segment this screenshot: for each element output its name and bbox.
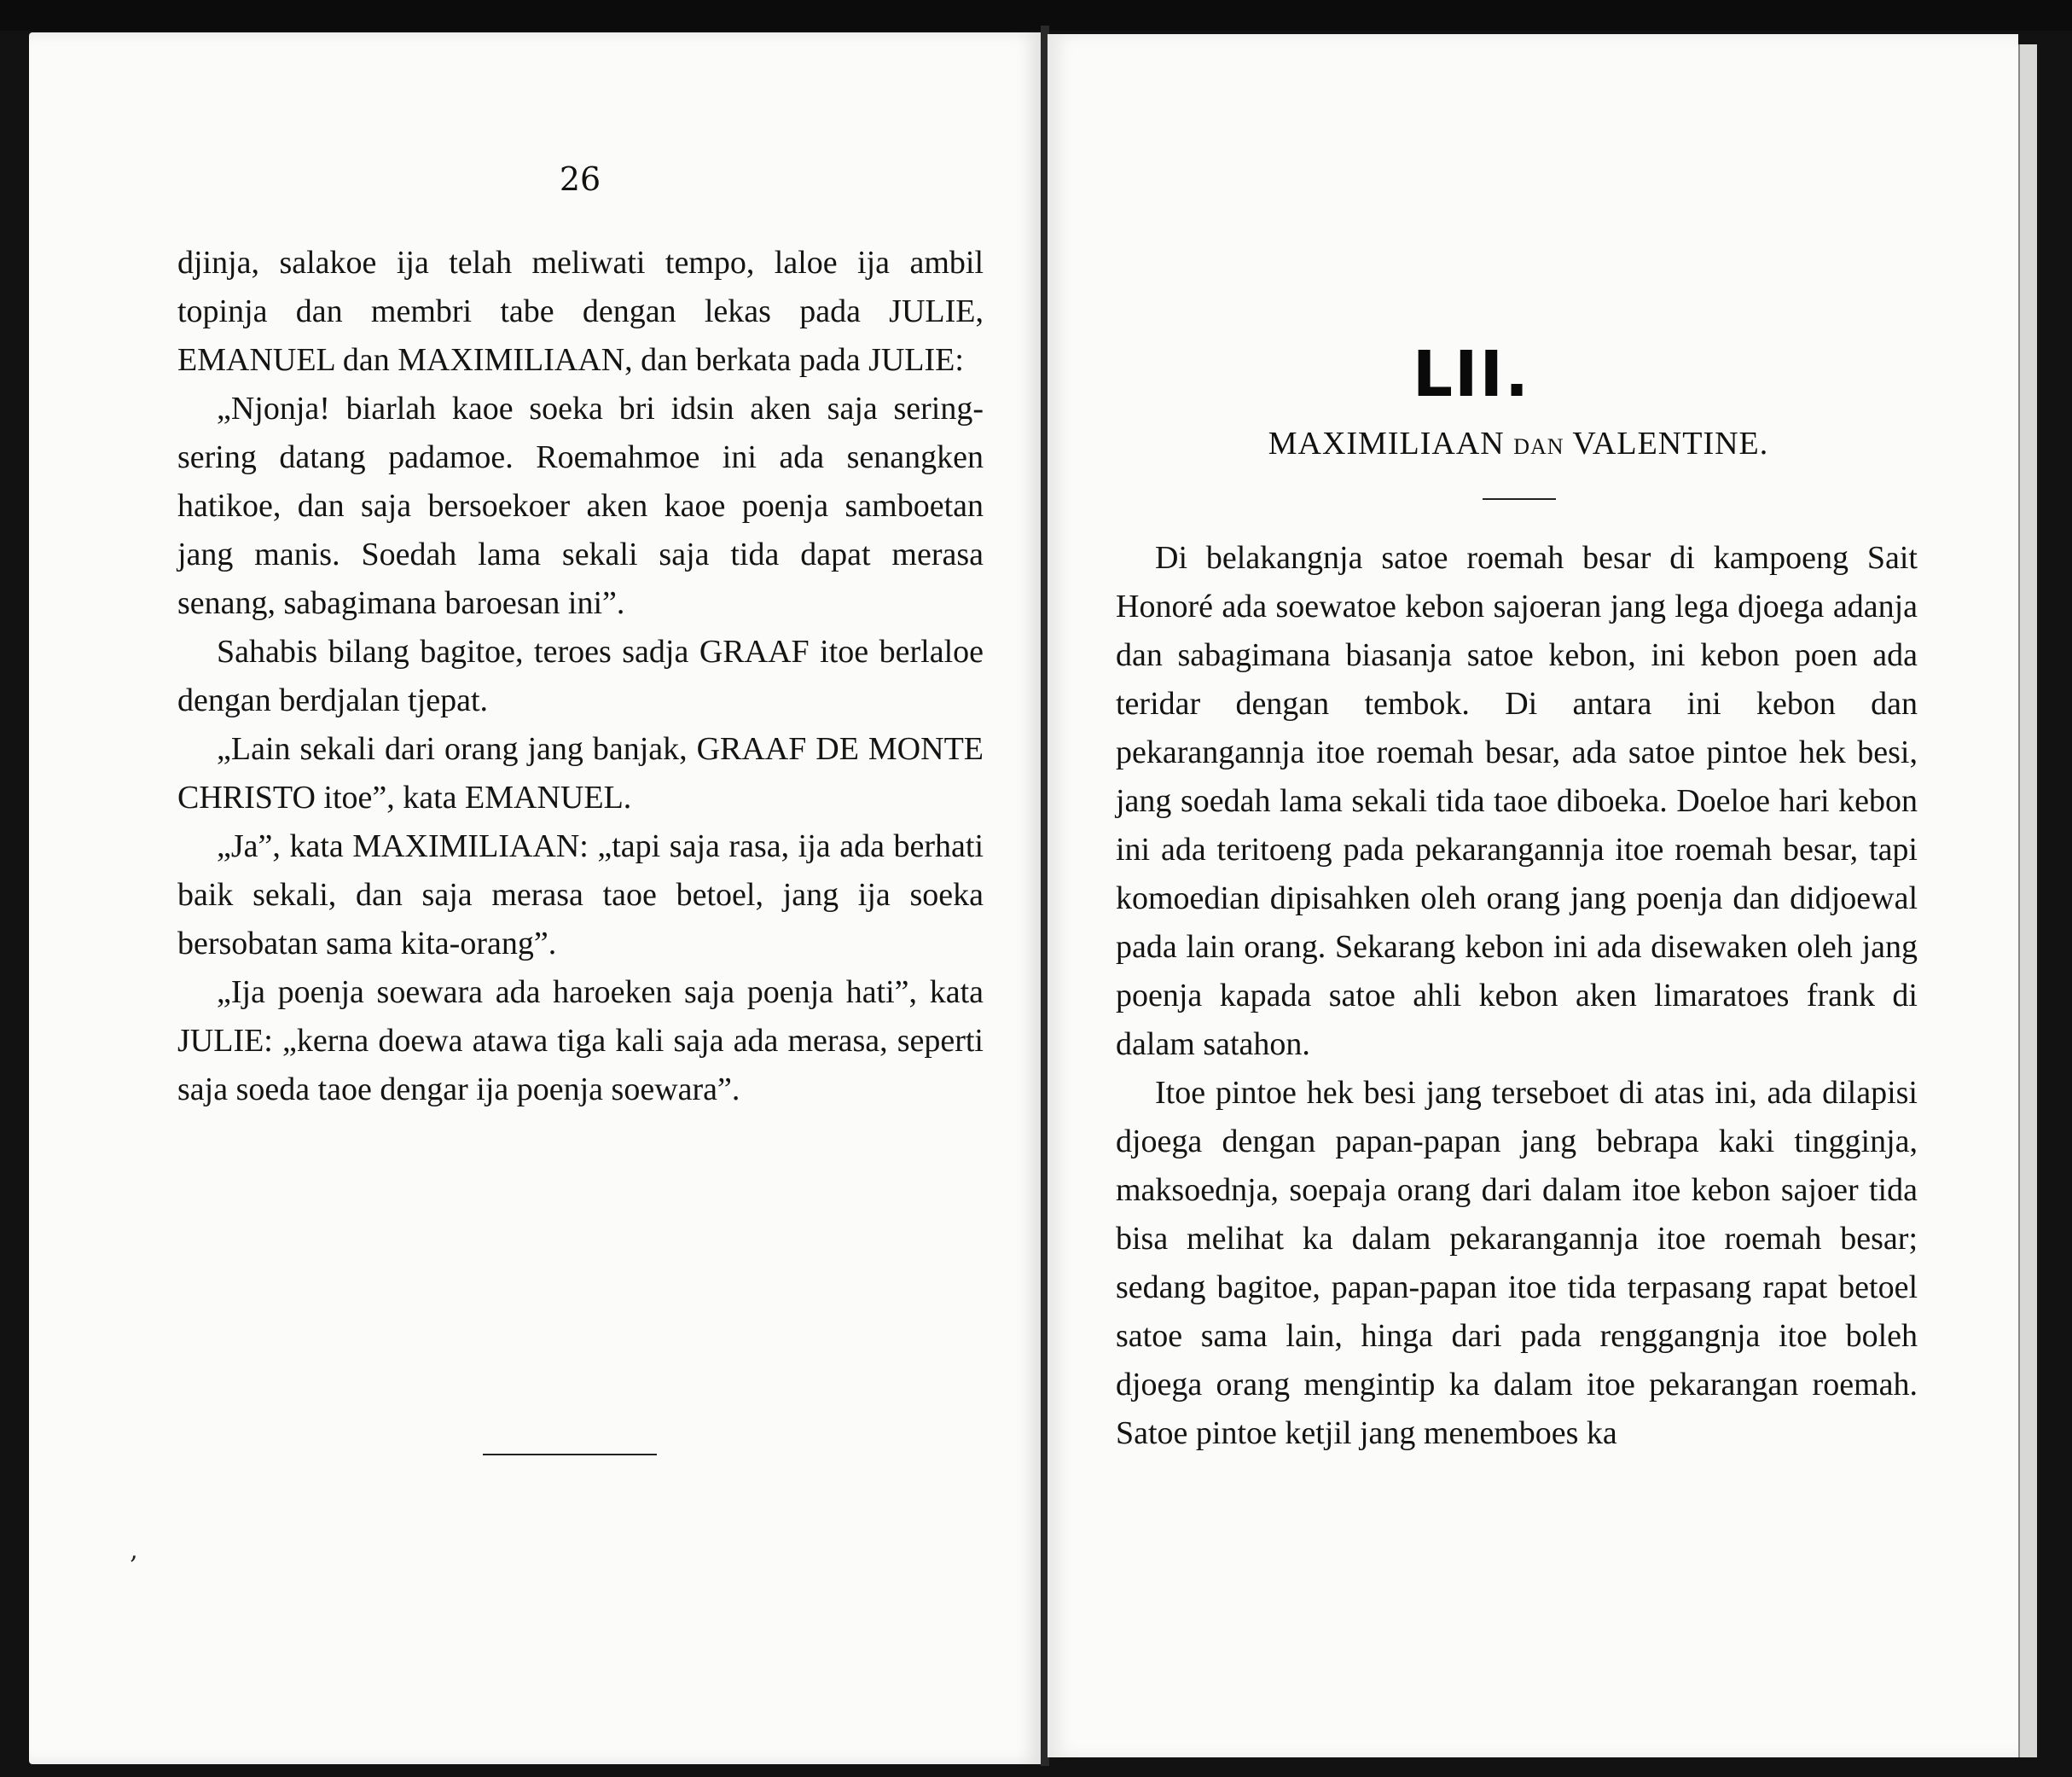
paragraph: „Ija poenja soewara ada haroeken saja poenja hati”, kata JULIE: „kerna doewa atawa tiga kali saja ada merasa, seperti saja soeda taoe dengar ija poenja soewara”. [177, 974, 984, 1107]
chapter-number: LII. [1412, 338, 1531, 411]
paragraph: „Lain sekali dari orang jang banjak, GRAAF DE MONTE CHRISTO itoe”, kata EMANUEL. [177, 731, 984, 816]
chapter-title [1177, 425, 1860, 462]
page-edge [2018, 44, 2037, 1757]
paragraph: Di belakangnja satoe roemah besar di kampoeng Sait Honoré ada soewatoe kebon sajoeran jang lega djoega adanja dan sabagimana biasanja satoe kebon, ini kebon poen ada teridar dengan tembok. Di antara ini kebon dan pekarangannja itoe roemah besar, ada satoe pintoe hek besi, jang soedah lama sekali tida taoe diboeka. Doeloe hari kebon ini ada teritoeng pada pekarangannja itoe roemah besar, tapi komoedian dipisahken oleh orang jang poenja dan didjoewal pada lain orang. Sekarang kebon ini ada disewaken oleh jang poenja kapada satoe ahli kebon aken limaratoes frank di dalam satahon. [1116, 540, 1918, 1062]
top-shadow [0, 0, 2072, 31]
right-page-text [1116, 534, 1918, 1458]
paragraph: „Njonja! biarlah kaoe soeka bri idsin aken saja sering-sering datang padamoe. Roemahmoe ini ada senangken hatikoe, dan saja bersoekoer aken kaoe poenja samboetan jang manis. Soedah lama sekali saja tida dapat merasa senang, sabagimana baroesan ini”. [177, 391, 984, 621]
section-end-rule [483, 1454, 657, 1455]
margin-mark: ‚ [130, 1536, 138, 1565]
paragraph: „Ja”, kata MAXIMILIAAN: „tapi saja rasa, ija ada berhati baik sekali, dan saja merasa taoe betoel, jang ija soeka bersobatan sama kita-orang”. [177, 828, 984, 961]
paragraph: djinja, salakoe ija telah meliwati tempo, laloe ija ambil topinja dan membri tabe dengan lekas pada JULIE, EMANUEL dan MAXIMILIAAN, dan berkata pada JULIE: [177, 245, 984, 378]
paragraph: Sahabis bilang bagitoe, teroes sadja GRAAF itoe berlaloe dengan berdjalan tjepat. [177, 634, 984, 718]
chapter-title-name1: MAXIMILIAAN [1268, 426, 1505, 462]
left-page-text [177, 239, 984, 1114]
chapter-title-conjunction: DAN [1513, 434, 1564, 459]
chapter-title-name2: VALENTINE. [1572, 426, 1769, 462]
page-number: 26 [559, 160, 601, 198]
paragraph: Itoe pintoe hek besi jang terseboet di atas ini, ada dilapisi djoega dengan papan-papan jang bebrapa kaki tingginja, maksoednja, soepaja orang dari dalam itoe kebon sajoer tida bisa melihat ka dalam pekarangannja itoe roemah besar; sedang bagitoe, papan-papan itoe tida terpasang rapat betoel satoe sama lain, hinga dari pada renggangnja itoe boleh djoega orang mengintip ka dalam itoe pekarangan roemah. Satoe pintoe ketjil jang menemboes ka [1116, 1075, 1918, 1451]
title-rule [1483, 498, 1556, 500]
